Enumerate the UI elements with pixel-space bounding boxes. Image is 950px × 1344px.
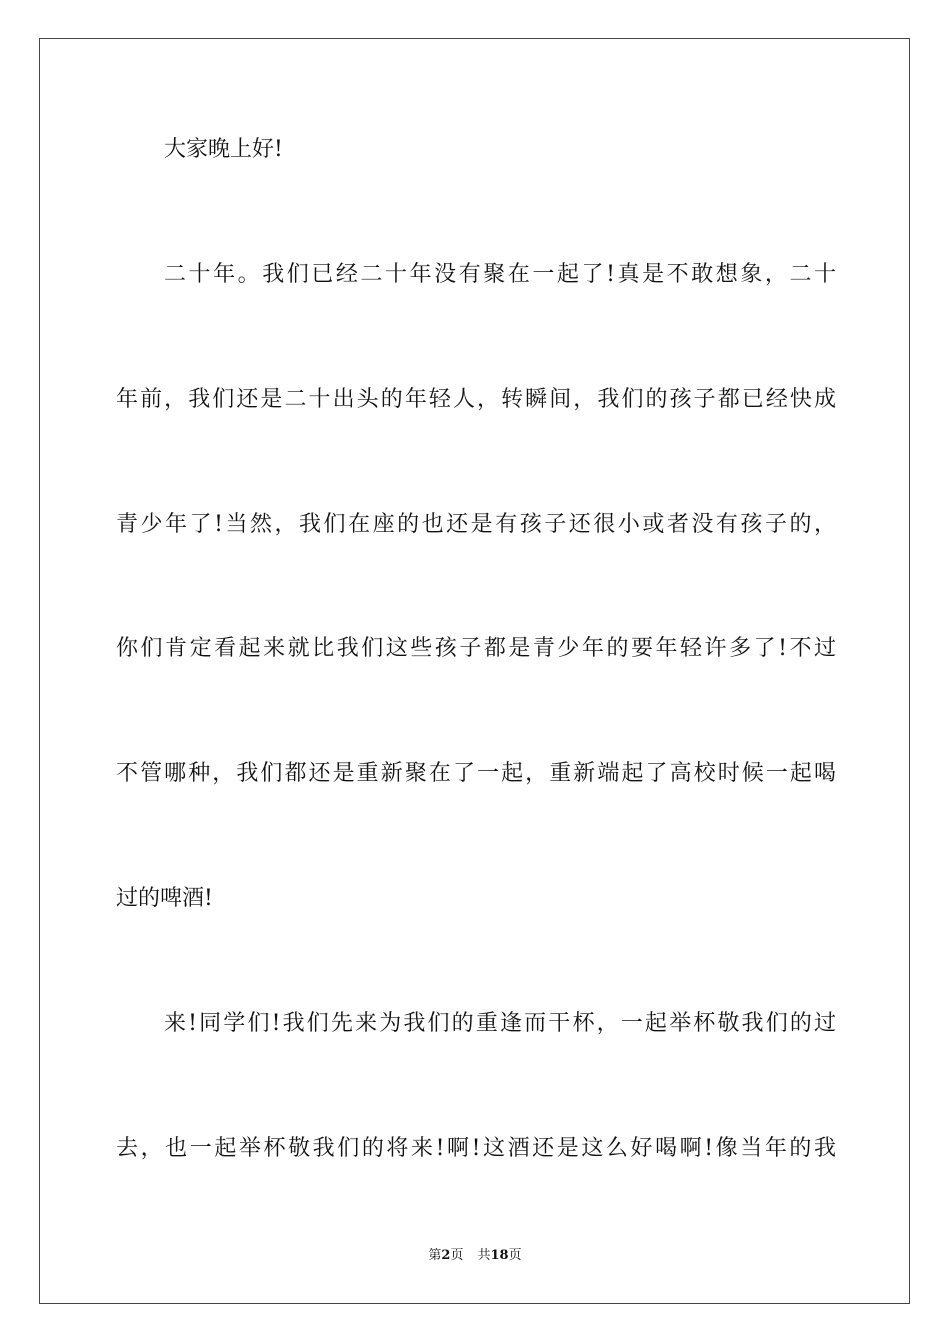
text-line: 年前，我们还是二十出头的年轻人，转瞬间，我们的孩子都已经快成 (116, 387, 836, 412)
footer-page-prefix: 第 (428, 1248, 442, 1263)
text-line: 二十年。我们已经二十年没有聚在一起了!真是不敢想象，二十 (164, 262, 836, 287)
text-line: 去，也一起举杯敬我们的将来!啊!这酒还是这么好喝啊!像当年的我 (116, 1136, 836, 1161)
text-line: 过的啤酒! (116, 886, 213, 911)
text-line: 来!同学们!我们先来为我们的重逢而干杯，一起举杯敬我们的过 (164, 1011, 836, 1036)
page-footer (0, 1247, 950, 1265)
page-frame (39, 38, 910, 1304)
text-line: 你们肯定看起来就比我们这些孩子都是青少年的要年轻许多了!不过 (116, 636, 836, 661)
footer-total-suffix: 页 (508, 1248, 522, 1263)
text-line: 不管哪种，我们都还是重新聚在了一起，重新端起了高校时候一起喝 (116, 761, 836, 786)
footer-page-total: 18 (490, 1248, 509, 1263)
text-line: 青少年了!当然，我们在座的也还是有孩子还很小或者没有孩子的， (116, 512, 836, 537)
footer-page-current: 2 (441, 1248, 451, 1263)
text-line-greeting: 大家晚上好! (164, 137, 283, 162)
footer-total-prefix: 共 (477, 1248, 491, 1263)
footer-page-suffix: 页 (450, 1248, 464, 1263)
